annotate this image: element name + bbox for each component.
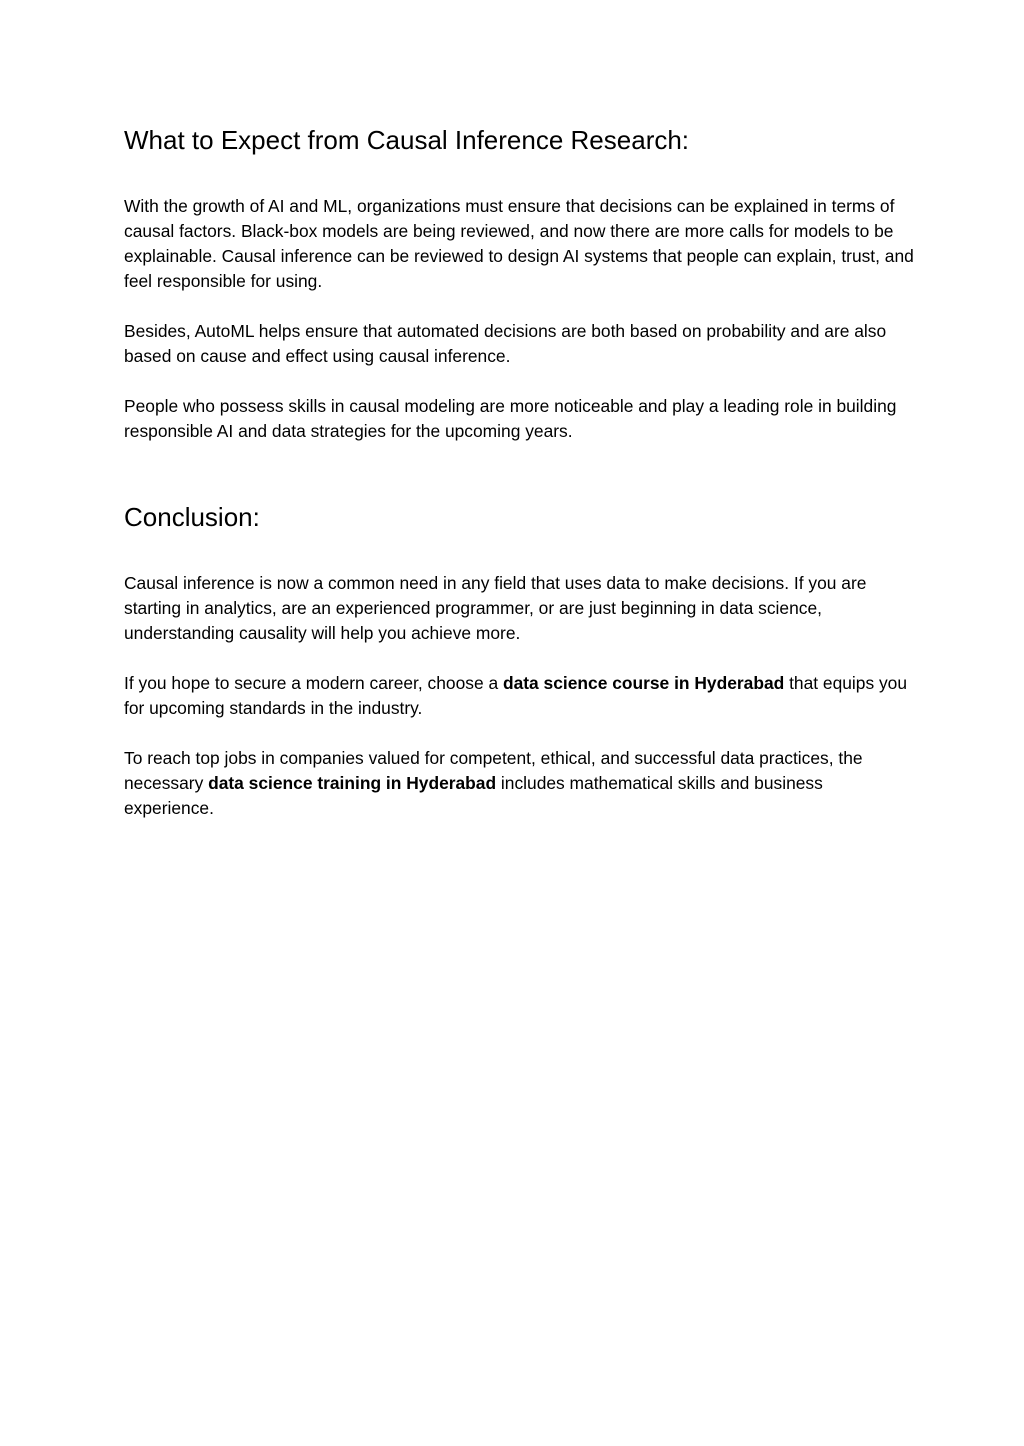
paragraph-top-jobs-training <box>124 746 914 821</box>
section-heading-conclusion: Conclusion: <box>124 502 260 532</box>
bold-keyword-course: data science course in Hyderabad <box>502 673 785 693</box>
paragraph-causal-inference-need: Causal inference is now a common need in any field that uses data to make decisions. If you are starting in analytics, are an experienced programmer, or are just beginning in data science, understanding causality will help you achieve more. <box>124 573 867 643</box>
paragraph-causal-modeling-skills: People who possess skills in causal modeling are more noticeable and play a leading role in building responsible AI and data strategies for the upcoming years. <box>124 396 897 441</box>
paragraph-automl: Besides, AutoML helps ensure that automated decisions are both based on probability and are also based on cause and effect using causal inference. <box>124 321 887 366</box>
paragraph-text: includes mathematical skills and business experience. <box>124 773 823 818</box>
section-heading-causal-inference-research: What to Expect from Causal Inference Research: <box>124 125 690 155</box>
bold-keyword-training: data science training in Hyderabad <box>208 773 497 793</box>
paragraph-text: that equips you for upcoming standards in the industry. <box>124 673 908 718</box>
paragraph-career-course <box>124 671 914 721</box>
paragraph-text: To reach top jobs in companies valued for competent, ethical, and successful data practices, the necessary <box>124 748 863 793</box>
paragraph-ai-ml-explainability: With the growth of AI and ML, organizations must ensure that decisions can be explained in terms of causal factors. Black-box models are being reviewed, and now there are more calls for models to be explainable. Causal inference can be reviewed to design AI systems that people can explain, trust, and feel responsible for using. <box>124 196 914 291</box>
paragraph-text: If you hope to secure a modern career, choose a <box>124 673 503 693</box>
